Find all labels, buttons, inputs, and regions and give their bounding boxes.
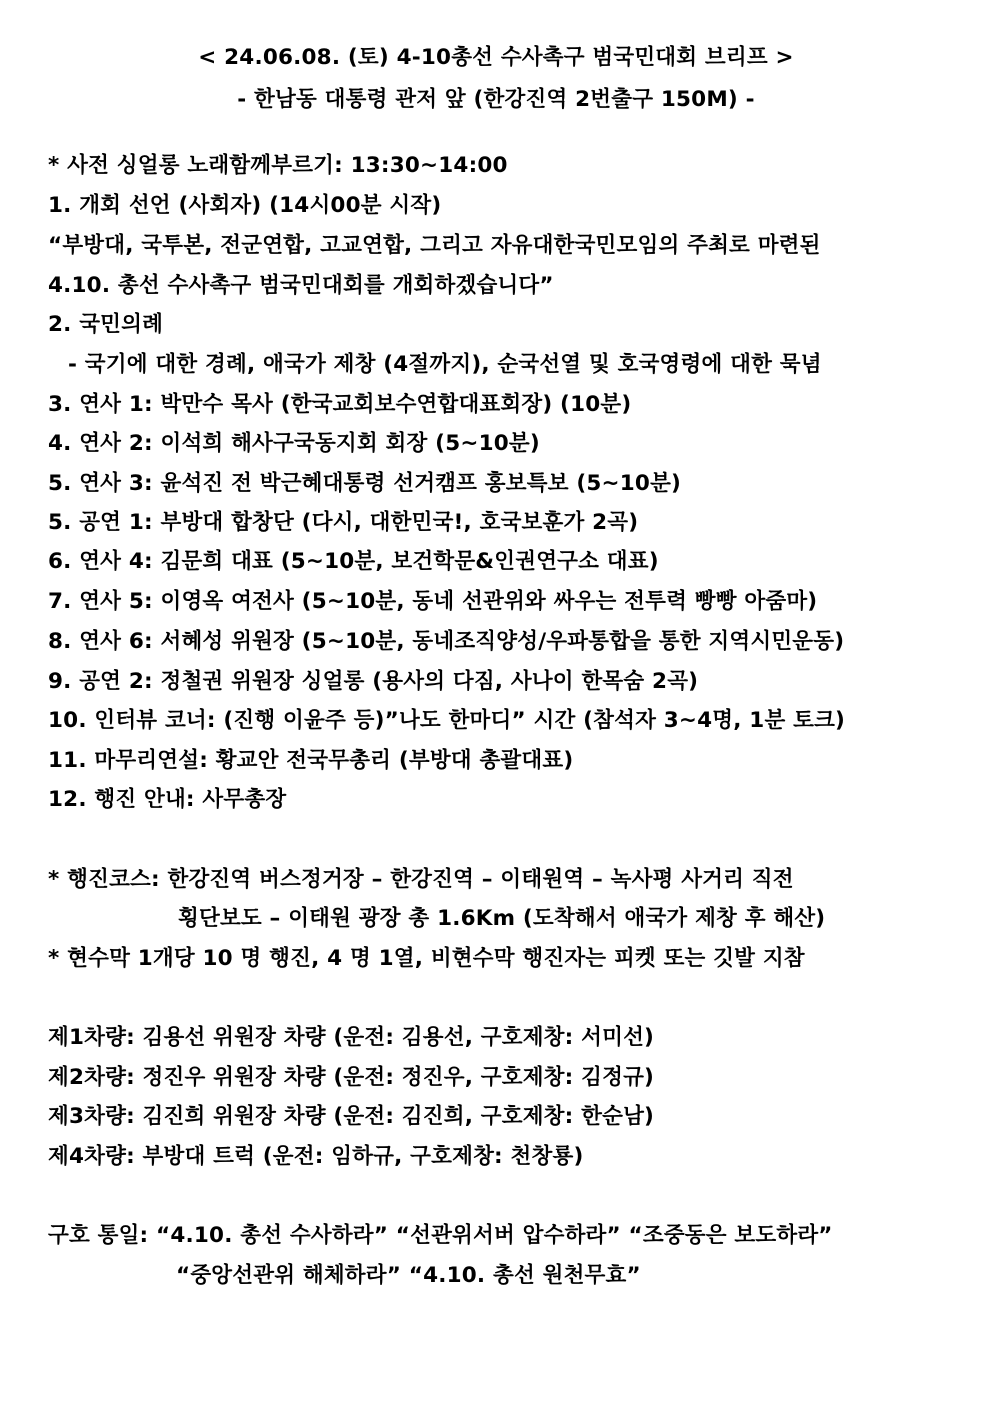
program-item-10: 10. 인터뷰 코너: (진행 이윤주 등)”나도 한마디” 시간 (참석자 3~4명, 1분 토크): [48, 708, 846, 733]
program-item-8: 8. 연사 6: 서혜성 위원장 (5~10분, 동네조직양성/우파통합을 통한 지역시민운동): [48, 629, 845, 654]
program-item-1-quote: “부방대, 국투본, 전군연합, 고교연합, 그리고 자유대한국민모임의 주최로 마련된: [48, 233, 821, 258]
vehicle-4: 제4차량: 부방대 트럭 (운전: 임하규, 구호제창: 천창룡): [48, 1144, 584, 1169]
prelude-line: * 사전 싱얼롱 노래함께부르기: 13:30~14:00: [48, 153, 508, 178]
document-subtitle: - 한남동 대통령 관저 앞 (한강진역 2번출구 150M) -: [237, 87, 755, 112]
vehicle-3: 제3차량: 김진희 위원장 차량 (운전: 김진희, 구호제창: 한순남): [48, 1104, 655, 1129]
program-item-11: 11. 마무리연설: 황교안 전국무총리 (부방대 총괄대표): [48, 748, 574, 773]
program-item-2: 2. 국민의례: [48, 312, 164, 337]
program-item-5a: 5. 연사 3: 윤석진 전 박근혜대통령 선거캠프 홍보특보 (5~10분): [48, 471, 682, 496]
vehicle-2: 제2차량: 정진우 위원장 차량 (운전: 정진우, 구호제창: 김정규): [48, 1065, 655, 1090]
program-item-4: 4. 연사 2: 이석희 해사구국동지회 회장 (5~10분): [48, 431, 540, 456]
program-item-6: 6. 연사 4: 김문희 대표 (5~10분, 보건학문&인권연구소 대표): [48, 549, 659, 574]
march-course-cont: 횡단보도 – 이태원 광장 총 1.6Km (도착해서 애국가 제창 후 해산): [178, 906, 826, 931]
program-item-2-detail: - 국기에 대한 경례, 애국가 제창 (4절까지), 순국선열 및 호국영령에 대한 묵념: [68, 352, 822, 377]
program-item-1-quote-cont: 4.10. 총선 수사촉구 범국민대회를 개회하겠습니다”: [48, 273, 554, 298]
program-item-7: 7. 연사 5: 이영옥 여전사 (5~10분, 동네 선관위와 싸우는 전투력 빵빵 아줌마): [48, 589, 818, 614]
march-course: * 행진코스: 한강진역 버스정거장 – 한강진역 – 이태원역 – 녹사평 사거리 직전: [48, 867, 794, 892]
program-item-5b: 5. 공연 1: 부방대 합창단 (다시, 대한민국!, 호국보훈가 2곡): [48, 510, 639, 535]
program-item-3: 3. 연사 1: 박만수 목사 (한국교회보수연합대표회장) (10분): [48, 392, 632, 417]
program-item-1: 1. 개회 선언 (사회자) (14시00분 시작): [48, 193, 442, 218]
program-item-12: 12. 행진 안내: 사무총장: [48, 787, 287, 812]
slogans-line: 구호 통일: “4.10. 총선 수사하라” “선관위서버 압수하라” “조중동은 보도하라”: [48, 1223, 833, 1248]
document-title: < 24.06.08. (토) 4-10총선 수사촉구 범국민대회 브리프 >: [198, 45, 794, 70]
march-banner-note: * 현수막 1개당 10 명 행진, 4 명 1열, 비현수막 행진자는 피켓 또는 깃발 지참: [48, 946, 805, 971]
vehicle-1: 제1차량: 김용선 위원장 차량 (운전: 김용선, 구호제창: 서미선): [48, 1025, 655, 1050]
program-item-9: 9. 공연 2: 정철권 위원장 싱얼롱 (용사의 다짐, 사나이 한목숨 2곡): [48, 669, 699, 694]
slogans-line-cont: “중앙선관위 해체하라” “4.10. 총선 원천무효”: [176, 1263, 641, 1288]
